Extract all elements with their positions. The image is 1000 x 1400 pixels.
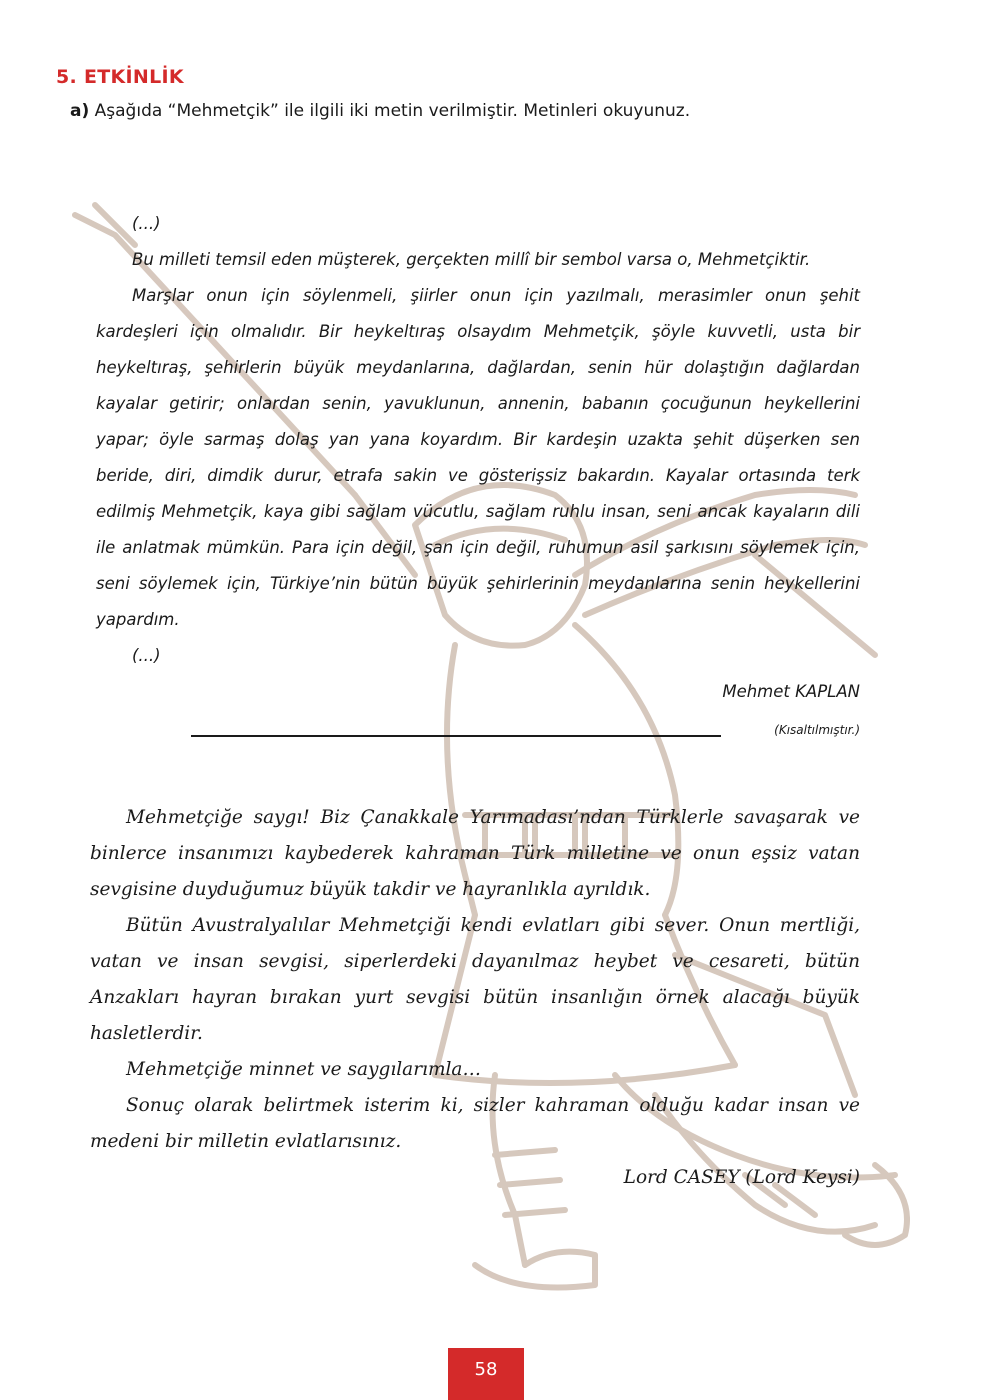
instruction-text: Aşağıda “Mehmetçik” ile ilgili iki metin verilmiştir. Metinleri okuyunuz.: [94, 101, 691, 121]
passage2-paragraph-2: Bütün Avustralyalılar Mehmetçiği kendi evlatları gibi sever. Onun mertliği, vatan ve insan sevgisi, siperlerdeki dayanılmaz heybet ve cesareti, bütün Anzakları hayran bırakan yurt sevgisi bütün insanlığın örnek alacağı büyük hasletlerdir.: [90, 915, 860, 1044]
ellipsis-start: (...): [132, 214, 161, 233]
passage2-author: Lord CASEY (Lord Keysi): [623, 1167, 860, 1188]
passage2-paragraph-3: Mehmetçiğe minnet ve saygılarımla…: [126, 1059, 481, 1080]
text-passage-2: [90, 800, 860, 1196]
text-passage-1: [96, 206, 860, 750]
passage1-paragraph-2: Marşlar onun için söylenmeli, şiirler onun için yazılmalı, merasimler onun şehit kardeşleri için olmalıdır. Bir heykeltıraş olsaydım Mehmetçik, şöyle kuvvetli, usta bir heykeltıraş, şehirlerin büyük meydanlarına, dağlardan, senin hür dolaştığın dağlardan kayalar getirir; onlardan senin, yavuklunun, annenin, babanın çocuğunun heykellerini yapar; öyle sarmaş dolaş yan yana koyardım. Bir kardeşin uzakta şehit düşerken sen beride, diri, dimdik durur, etrafa sakin ve gösterişsiz bakardın. Kayalar ortasında terk edilmiş Mehmetçik, kaya gibi sağlam vücutlu, sağlam ruhlu insan, seni ancak kayaların dili ile anlatmak mümkün. Para için değil, şan için değil, ruhumun asil şarkısını söylemek için, seni söylemek için, Türkiye’nin bütün büyük şehirlerinin meydanlarına senin heykellerini yapardım.: [96, 286, 860, 629]
passage1-paragraph-1: Bu milleti temsil eden müşterek, gerçekten millî bir sembol varsa o, Mehmetçiktir.: [132, 250, 811, 269]
passage1-source-note: (Kısaltılmıştır.): [774, 723, 860, 737]
passage2-paragraph-1: Mehmetçiğe saygı! Biz Çanakkale Yarımadası’ndan Türklerle savaşarak ve binlerce insanımızı kaybederek kahraman Türk milletine ve onun eşsiz vatan sevgisine duyduğumuz büyük takdir ve hayranlıkla ayrıldık.: [90, 807, 860, 900]
activity-instruction: [70, 101, 690, 121]
passage1-author: Mehmet KAPLAN: [722, 682, 860, 701]
activity-title: 5. ETKİNLİK: [56, 66, 184, 88]
ellipsis-end: (...): [132, 646, 161, 665]
instruction-letter: a): [70, 101, 90, 121]
page-number: 58: [474, 1359, 498, 1380]
section-divider: [191, 735, 721, 737]
page-number-badge: [448, 1348, 524, 1400]
passage2-paragraph-4: Sonuç olarak belirtmek isterim ki, sizler kahraman olduğu kadar insan ve medeni bir milletin evlatlarısınız.: [90, 1095, 860, 1152]
